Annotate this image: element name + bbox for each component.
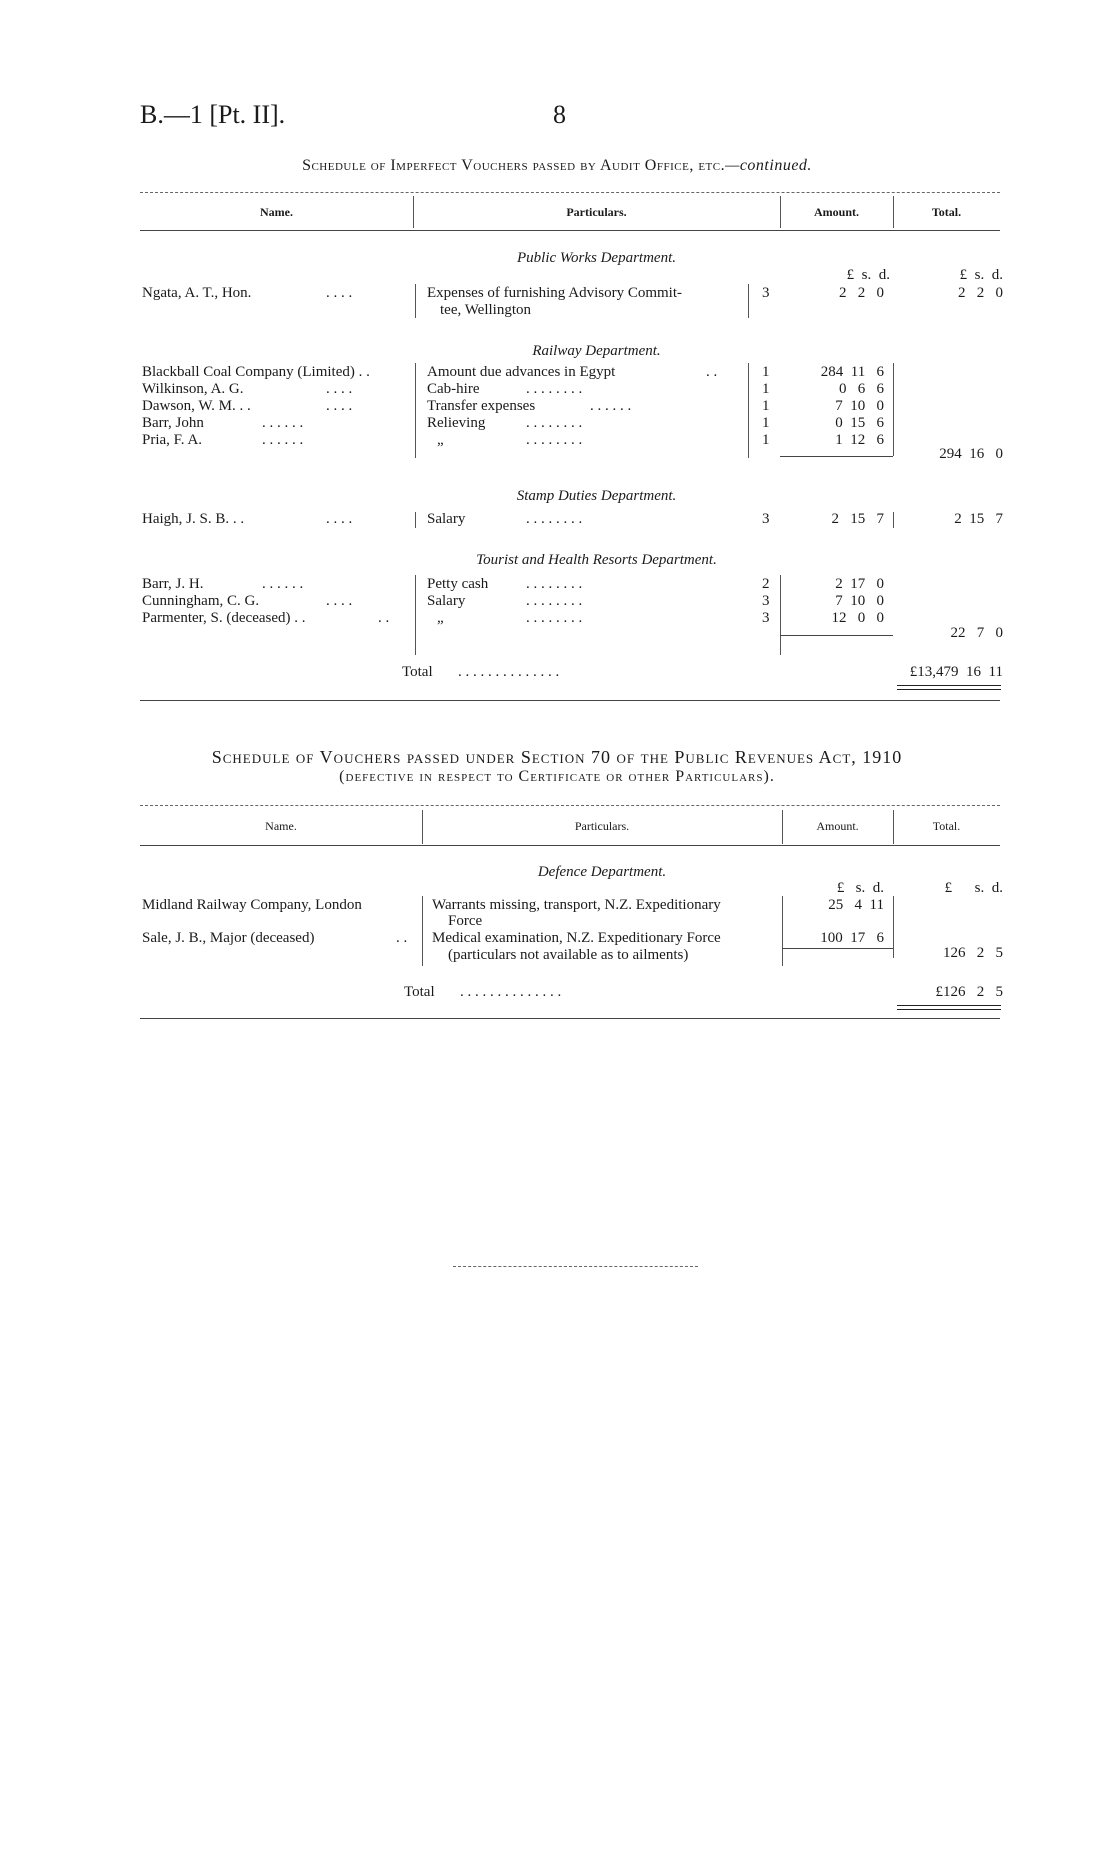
- page-reference: B.—1 [Pt. II].: [140, 100, 286, 129]
- section-total: 22 7 0: [950, 625, 1003, 641]
- voucher-name: Barr, J. H.: [142, 576, 204, 592]
- name-leader-dots: . . . .: [326, 285, 353, 301]
- schedule2-top-rule: [140, 805, 1000, 806]
- voucher-particulars: Expenses of furnishing Advisory Commit-: [427, 285, 682, 301]
- voucher-name: Ngata, A. T., Hon.: [142, 285, 252, 301]
- amount-currency-header: £ s. d.: [846, 267, 890, 283]
- col-divider: [415, 512, 416, 528]
- schedule2-title-line1: Schedule of Vouchers passed under Section 70 of the Public Revenues Act, 1910: [211, 747, 903, 767]
- voucher-particulars: Warrants missing, transport, N.Z. Expeditionary: [432, 897, 721, 913]
- particulars-leader-dots: . . . . . . . .: [526, 511, 583, 527]
- voucher-name: Haigh, J. S. B. . .: [142, 511, 245, 527]
- name-leader-dots: . .: [396, 930, 408, 946]
- schedule2-col-name: Name.: [265, 819, 297, 833]
- col-divider: [415, 363, 416, 458]
- voucher-amount: 25 4 11: [828, 897, 884, 913]
- voucher-ref-number: 3: [762, 285, 770, 301]
- department-heading: Tourist and Health Resorts Department.: [476, 552, 717, 568]
- voucher-name: Blackball Coal Company (Limited) . .: [142, 364, 370, 380]
- voucher-ref-number: 1: [762, 398, 770, 414]
- schedule1-col-total: Total.: [931, 205, 962, 219]
- voucher-name: Dawson, W. M. . .: [142, 398, 251, 414]
- voucher-name: Cunningham, C. G.: [142, 593, 260, 609]
- voucher-total: 2 2 0: [958, 285, 1003, 301]
- name-leader-dots: . . . . . .: [262, 576, 304, 592]
- schedule2-header-rule: [140, 845, 1000, 846]
- section-total: 126 2 5: [943, 945, 1003, 961]
- schedule1-col-name: Name.: [260, 205, 293, 219]
- particulars-leader-dots: . . . . . . . .: [526, 576, 583, 592]
- voucher-particulars-cont: tee, Wellington: [440, 302, 531, 318]
- voucher-ref-number: 1: [762, 364, 770, 380]
- col-divider: [893, 363, 894, 456]
- schedule2-col-particulars: Particulars.: [574, 819, 630, 833]
- voucher-amount: 12 0 0: [831, 610, 884, 626]
- col-divider: [748, 284, 749, 318]
- voucher-particulars-cont: (particulars not available as to ailments): [448, 947, 689, 963]
- particulars-leader-dots: . .: [706, 364, 718, 380]
- name-leader-dots: . . . . . .: [262, 415, 304, 431]
- voucher-particulars: Cab-hire: [427, 381, 480, 397]
- voucher-name: Barr, John: [142, 415, 204, 431]
- schedule2-bottom-rule: [140, 1018, 1000, 1019]
- col-divider: [422, 896, 423, 966]
- schedule2-col-total: Total.: [932, 819, 961, 833]
- voucher-particulars: Petty cash: [427, 576, 489, 592]
- col-divider: [782, 896, 783, 966]
- schedule1-col-amount: Amount.: [813, 205, 859, 219]
- amount-currency-header: £ s. d.: [836, 880, 884, 896]
- particulars-leader-dots: . . . . . .: [590, 398, 632, 414]
- total-currency-header: £ s. d.: [959, 267, 1003, 283]
- voucher-ref-number: 1: [762, 415, 770, 431]
- voucher-ref-number: 3: [762, 511, 770, 527]
- name-leader-dots: . . . .: [326, 381, 353, 397]
- voucher-name: Parmenter, S. (deceased) . .: [142, 610, 306, 626]
- voucher-name: Pria, F. A.: [142, 432, 203, 448]
- grand-total-amount: £126 2 5: [935, 984, 1003, 1000]
- voucher-amount: 1 12 6: [835, 432, 884, 448]
- grand-total-leader-dots: . . . . . . . . . . . . . .: [458, 664, 560, 680]
- particulars-leader-dots: . . . . . . . .: [526, 415, 583, 431]
- schedule2-title-line2: (defective in respect to Certificate or other Particulars).: [339, 768, 775, 785]
- particulars-leader-dots: . . . . . . . .: [526, 432, 583, 448]
- grand-total-double-rule: [897, 685, 1001, 690]
- voucher-particulars: Relieving: [427, 415, 486, 431]
- schedule1-title-text: Schedule of Imperfect Vouchers passed by Audit Office, etc.: [302, 157, 726, 174]
- end-rule: [453, 1266, 698, 1267]
- grand-total-label: Total: [404, 984, 435, 1000]
- voucher-amount: 0 15 6: [835, 415, 884, 431]
- voucher-amount: 284 11 6: [820, 364, 884, 380]
- grand-total-leader-dots: . . . . . . . . . . . . . .: [460, 984, 562, 1000]
- voucher-particulars: „: [437, 610, 444, 626]
- schedule1-bottom-rule: [140, 700, 1000, 701]
- voucher-ref-number: 3: [762, 610, 770, 626]
- col-divider: [893, 512, 894, 528]
- voucher-total: 2 15 7: [954, 511, 1003, 527]
- col-divider: [748, 363, 749, 458]
- voucher-amount: 2 2 0: [839, 285, 884, 301]
- voucher-amount: 0 6 6: [839, 381, 884, 397]
- department-heading: Stamp Duties Department.: [516, 488, 677, 504]
- name-leader-dots: . . . .: [326, 398, 353, 414]
- section-total: 294 16 0: [939, 446, 1003, 462]
- voucher-amount: 100 17 6: [820, 930, 884, 946]
- name-leader-dots: . . . .: [326, 593, 353, 609]
- subtotal-rule: [782, 948, 893, 949]
- voucher-particulars: Transfer expenses: [427, 398, 536, 414]
- schedule1-header-rule: [140, 230, 1000, 231]
- col-divider: [415, 284, 416, 318]
- voucher-name: Midland Railway Company, London: [142, 897, 362, 913]
- name-leader-dots: . . . .: [326, 511, 353, 527]
- department-heading: Railway Department.: [532, 343, 661, 359]
- col-divider: [780, 575, 781, 655]
- voucher-particulars: Amount due advances in Egypt: [427, 364, 616, 380]
- name-leader-dots: . .: [378, 610, 390, 626]
- grand-total-label: Total: [402, 664, 433, 680]
- voucher-name: Sale, J. B., Major (deceased): [142, 930, 315, 946]
- department-heading: Public Works Department.: [516, 250, 676, 266]
- voucher-name: Wilkinson, A. G.: [142, 381, 244, 397]
- voucher-particulars-cont: Force: [448, 913, 483, 929]
- voucher-amount: 7 10 0: [835, 593, 884, 609]
- voucher-ref-number: 2: [762, 576, 770, 592]
- schedule1-top-rule: [140, 192, 1000, 193]
- schedule2-subtitle: [0, 768, 1114, 786]
- voucher-ref-number: 3: [762, 593, 770, 609]
- particulars-leader-dots: . . . . . . . .: [526, 593, 583, 609]
- particulars-leader-dots: . . . . . . . .: [526, 610, 583, 626]
- voucher-amount: 7 10 0: [835, 398, 884, 414]
- voucher-particulars: „: [437, 432, 444, 448]
- col-divider: [415, 575, 416, 655]
- grand-total-double-rule: [897, 1005, 1001, 1010]
- subtotal-rule: [780, 635, 893, 636]
- particulars-leader-dots: . . . . . . . .: [526, 381, 583, 397]
- schedule1-col-particulars: Particulars.: [566, 205, 627, 219]
- voucher-particulars: Medical examination, N.Z. Expeditionary Force: [432, 930, 721, 946]
- grand-total-amount: £13,479 16 11: [909, 664, 1003, 680]
- department-heading: Defence Department.: [537, 864, 667, 880]
- name-leader-dots: . . . . . .: [262, 432, 304, 448]
- schedule1-title-continued: —continued.: [725, 157, 812, 174]
- schedule2-col-amount: Amount.: [816, 819, 859, 833]
- voucher-particulars: Salary: [427, 593, 466, 609]
- voucher-particulars: Salary: [427, 511, 466, 527]
- voucher-amount: 2 17 0: [835, 576, 884, 592]
- voucher-ref-number: 1: [762, 432, 770, 448]
- page-number: 8: [553, 100, 566, 129]
- total-currency-header: £ s. d.: [944, 880, 1003, 896]
- subtotal-rule: [780, 456, 893, 457]
- voucher-ref-number: 1: [762, 381, 770, 397]
- schedule1-title: [0, 157, 1114, 175]
- voucher-amount: 2 15 7: [831, 511, 884, 527]
- schedule2-title: [0, 747, 1114, 768]
